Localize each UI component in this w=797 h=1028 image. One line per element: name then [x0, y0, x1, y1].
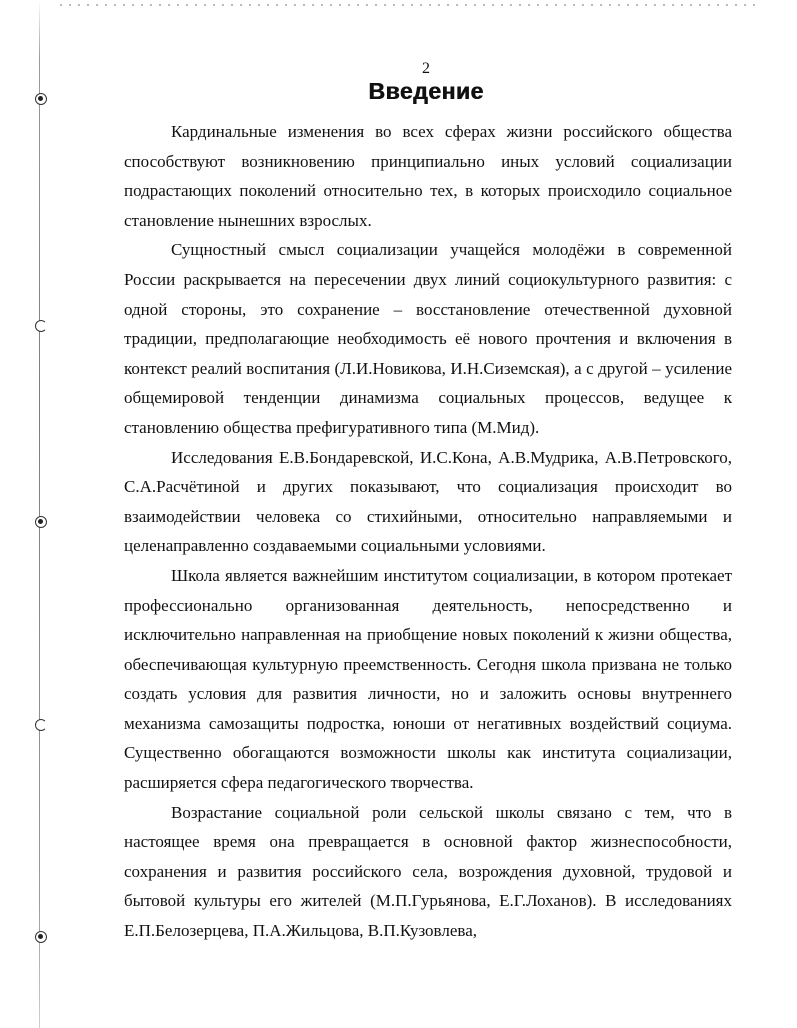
paragraph: Кардинальные изменения во всех сферах жизни российского общества способствуют возникновению принципиально иных условий социализации подрастающих поколений относительно тех, в которых происходило социальное становление нынешних взрослых.: [124, 122, 732, 230]
binding-hole-icon: [35, 320, 47, 332]
binding-hole-icon: [35, 719, 47, 731]
document-body: [124, 117, 732, 946]
binding-hole-icon: [35, 931, 47, 943]
paragraph: Исследования Е.В.Бондаревской, И.С.Кона, А.В.Мудрика, А.В.Петровского, С.А.Расчётиной и других показывают, что социализация происходит во взаимодействии человека со стихийными, относительно направляемыми и целенаправленно создаваемыми социальными условиями.: [124, 447, 732, 556]
page-title: Введение: [368, 78, 484, 104]
paragraph: Сущностный смысл социализации учащейся молодёжи в современной России раскрывается на пересечении двух линий социокультурного развития: с одной стороны, это сохранение – восстановление отечественной духовной традиции, предполагающие необходимость её нового прочтения и включения в контекст реалий воспитания (Л.И.Новикова, И.Н.Сиземская), а с другой – усиление общемировой тенденции динамизма социальных процессов, ведущее к становлению общества префигуративного типа (М.Мид).: [124, 240, 732, 437]
scan-top-noise: [60, 4, 760, 6]
scan-left-edge: [39, 0, 40, 1028]
paragraph: Школа является важнейшим институтом социализации, в котором протекает профессионально организованная деятельность, непосредственно и исключительно направленная на приобщение новых поколений к жизни общества, обеспечивающая культурную преемственность. Сегодня школа призвана не только создать условия для развития личности, но и заложить основы внутреннего механизма самозащиты подростка, юноши от негативных воздействий социума. Существенно обогащаются возможности школы как института социализации, расширяется сфера педагогического творчества.: [124, 565, 732, 793]
page-number: 2: [422, 60, 430, 77]
binding-hole-icon: [35, 516, 47, 528]
paragraph: Возрастание социальной роли сельской школы связано с тем, что в настоящее время она превращается в основной фактор жизнеспособности, сохранения и развития российского села, возрождения духовной, трудовой и бытовой культуры его жителей (М.П.Гурьянова, Е.Г.Лоханов). В исследованиях Е.П.Белозерцева, П.А.Жильцова, В.П.Кузовлева,: [124, 802, 732, 941]
